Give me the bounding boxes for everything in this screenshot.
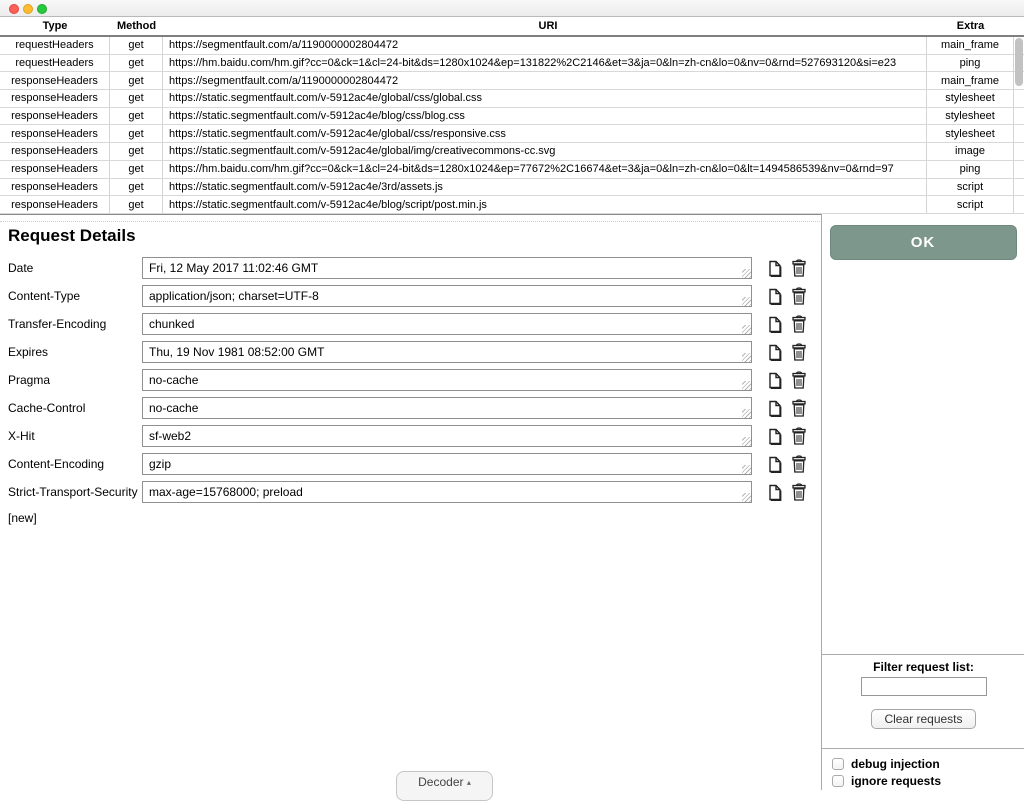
field-value-input[interactable] — [142, 257, 752, 279]
cell-uri: https://static.segmentfault.com/v-5912ac4e/global/img/creativecommons-cc.svg — [163, 143, 927, 160]
request-table-body — [0, 37, 1024, 214]
header-field-row — [0, 453, 821, 475]
chevron-up-icon: ▴ — [466, 778, 471, 787]
field-value-input[interactable] — [142, 481, 752, 503]
table-row[interactable] — [0, 143, 1024, 161]
table-row[interactable] — [0, 196, 1024, 214]
cell-extra: stylesheet — [927, 90, 1014, 107]
cell-method: get — [110, 125, 163, 142]
field-label: Date — [8, 261, 34, 275]
table-row[interactable] — [0, 72, 1024, 90]
cell-extra: script — [927, 179, 1014, 196]
close-window-button[interactable] — [9, 4, 19, 14]
cell-type: responseHeaders — [0, 108, 110, 125]
table-row[interactable] — [0, 55, 1024, 73]
checkbox-icon[interactable] — [832, 758, 844, 770]
cell-method: get — [110, 37, 163, 54]
resize-grip-icon[interactable] — [742, 493, 751, 502]
field-label: Pragma — [8, 373, 51, 387]
column-header-extra[interactable]: Extra — [956, 20, 985, 32]
cell-uri: https://segmentfault.com/a/1190000002804472 — [163, 72, 927, 89]
filter-section — [822, 654, 1024, 748]
table-row[interactable] — [0, 37, 1024, 55]
cell-type: responseHeaders — [0, 143, 110, 160]
clear-requests-button[interactable]: Clear requests — [871, 709, 975, 729]
ok-button[interactable]: OK — [830, 225, 1017, 260]
field-label: Cache-Control — [8, 401, 86, 415]
resize-grip-icon[interactable] — [742, 297, 751, 306]
cell-type: responseHeaders — [0, 72, 110, 89]
copy-icon[interactable] — [766, 342, 784, 363]
resize-grip-icon[interactable] — [742, 465, 751, 474]
copy-icon[interactable] — [766, 454, 784, 475]
field-label: Strict-Transport-Security — [8, 485, 138, 499]
field-value-input[interactable] — [142, 369, 752, 391]
options-section — [822, 748, 1024, 790]
copy-icon[interactable] — [766, 258, 784, 279]
cell-extra: script — [927, 196, 1014, 213]
column-header-type[interactable]: Type — [42, 20, 68, 32]
resize-grip-icon[interactable] — [742, 381, 751, 390]
checkbox-label: debug injection — [851, 757, 940, 771]
minimize-window-button[interactable] — [23, 4, 33, 14]
cell-type: responseHeaders — [0, 90, 110, 107]
field-label: Expires — [8, 345, 49, 359]
resize-grip-icon[interactable] — [742, 269, 751, 278]
table-row[interactable] — [0, 179, 1024, 197]
resize-grip-icon[interactable] — [742, 409, 751, 418]
column-header-method[interactable]: Method — [116, 20, 157, 32]
checkbox-label: ignore requests — [851, 774, 942, 788]
cell-type: responseHeaders — [0, 196, 110, 213]
table-scrollbar[interactable] — [1015, 38, 1023, 86]
header-field-row — [0, 369, 821, 391]
field-value-input[interactable] — [142, 453, 752, 475]
field-label: Content-Type — [8, 289, 81, 303]
header-field-row — [0, 313, 821, 335]
field-value-input[interactable] — [142, 341, 752, 363]
cell-uri: https://static.segmentfault.com/v-5912ac4e/3rd/assets.js — [163, 179, 927, 196]
table-row[interactable] — [0, 125, 1024, 143]
resize-grip-icon[interactable] — [742, 325, 751, 334]
filter-label: Filter request list: — [873, 660, 974, 674]
trash-icon[interactable] — [790, 370, 808, 391]
cell-extra: stylesheet — [927, 108, 1014, 125]
copy-icon[interactable] — [766, 398, 784, 419]
cell-extra: stylesheet — [927, 125, 1014, 142]
decoder-toggle-button[interactable] — [396, 771, 493, 801]
copy-icon[interactable] — [766, 482, 784, 503]
cell-extra: main_frame — [927, 37, 1014, 54]
copy-icon[interactable] — [766, 314, 784, 335]
cell-type: requestHeaders — [0, 37, 110, 54]
cell-extra: image — [927, 143, 1014, 160]
header-field-row — [0, 285, 821, 307]
copy-icon[interactable] — [766, 286, 784, 307]
request-table-header — [0, 17, 1024, 37]
field-value-input[interactable] — [142, 313, 752, 335]
copy-icon[interactable] — [766, 370, 784, 391]
trash-icon[interactable] — [790, 398, 808, 419]
decoder-label: Decoder — [418, 775, 464, 789]
trash-icon[interactable] — [790, 482, 808, 503]
cell-method: get — [110, 143, 163, 160]
ignore-requests-option[interactable] — [832, 773, 1024, 789]
cell-method: get — [110, 55, 163, 72]
cell-extra: ping — [927, 55, 1014, 72]
header-fields — [0, 257, 821, 503]
resize-grip-icon[interactable] — [742, 437, 751, 446]
field-label: Content-Encoding — [8, 457, 105, 471]
copy-icon[interactable] — [766, 426, 784, 447]
cell-type: responseHeaders — [0, 125, 110, 142]
field-value-input[interactable] — [142, 285, 752, 307]
field-value-input[interactable] — [142, 397, 752, 419]
cell-uri: https://static.segmentfault.com/v-5912ac4e/blog/css/blog.css — [163, 108, 927, 125]
header-field-row — [0, 481, 821, 503]
trash-icon[interactable] — [790, 286, 808, 307]
cell-uri: https://static.segmentfault.com/v-5912ac4e/global/css/global.css — [163, 90, 927, 107]
cell-extra: main_frame — [927, 72, 1014, 89]
table-row[interactable] — [0, 108, 1024, 126]
header-field-row — [0, 397, 821, 419]
field-value-input[interactable] — [142, 425, 752, 447]
cell-method: get — [110, 179, 163, 196]
cell-type: requestHeaders — [0, 55, 110, 72]
checkbox-icon[interactable] — [832, 775, 844, 787]
header-field-row — [0, 425, 821, 447]
cell-method: get — [110, 108, 163, 125]
details-title: Request Details — [8, 226, 136, 245]
cell-uri: https://hm.baidu.com/hm.gif?cc=0&ck=1&cl=24-bit&ds=1280x1024&ep=131822%2C2146&et=3&ja=0&ln=zh-cn&lo=0&nv=0&rnd=527693120&si=e23 — [163, 55, 927, 72]
field-label: Transfer-Encoding — [8, 317, 107, 331]
cell-uri: https://static.segmentfault.com/v-5912ac4e/blog/script/post.min.js — [163, 196, 927, 213]
cell-extra: ping — [927, 161, 1014, 178]
resize-grip-icon[interactable] — [742, 353, 751, 362]
cell-method: get — [110, 161, 163, 178]
cell-uri: https://segmentfault.com/a/1190000002804472 — [163, 37, 927, 54]
filter-input[interactable] — [861, 677, 987, 696]
trash-icon[interactable] — [790, 258, 808, 279]
window-controls — [9, 4, 47, 14]
debug-injection-option[interactable] — [832, 756, 1024, 772]
table-row[interactable] — [0, 161, 1024, 179]
field-label: X-Hit — [8, 429, 35, 443]
cell-method: get — [110, 90, 163, 107]
zoom-window-button[interactable] — [37, 4, 47, 14]
request-details-panel — [0, 214, 821, 790]
table-row[interactable] — [0, 90, 1024, 108]
new-header-link[interactable]: [new] — [8, 511, 37, 525]
trash-icon[interactable] — [790, 426, 808, 447]
request-table — [0, 17, 1024, 214]
header-field-row — [0, 341, 821, 363]
trash-icon[interactable] — [790, 314, 808, 335]
cell-uri: https://static.segmentfault.com/v-5912ac4e/global/css/responsive.css — [163, 125, 927, 142]
header-field-row — [0, 257, 821, 279]
cell-method: get — [110, 196, 163, 213]
cell-uri: https://hm.baidu.com/hm.gif?cc=0&ck=1&cl=24-bit&ds=1280x1024&ep=77672%2C16674&et=3&ja=0&ln=zh-cn&lo=0&lt=1494586539&nv=0&rnd=97 — [163, 161, 927, 178]
trash-icon[interactable] — [790, 342, 808, 363]
cell-type: responseHeaders — [0, 161, 110, 178]
right-panel — [821, 214, 1024, 790]
cell-type: responseHeaders — [0, 179, 110, 196]
window-titlebar — [0, 0, 1024, 17]
column-header-uri[interactable]: URI — [538, 20, 558, 32]
cell-method: get — [110, 72, 163, 89]
trash-icon[interactable] — [790, 454, 808, 475]
